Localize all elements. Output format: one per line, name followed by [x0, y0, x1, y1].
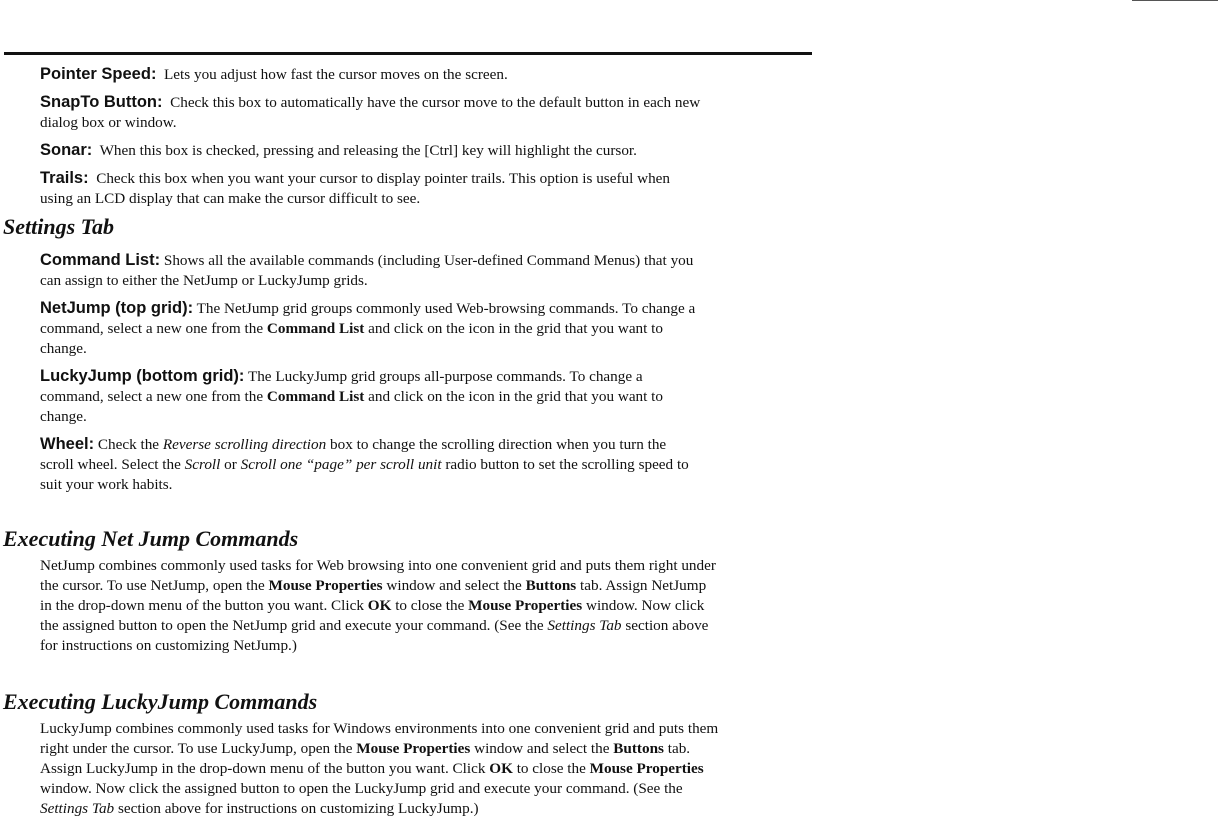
- wheel-item: [40, 434, 800, 495]
- option-text: and click on the icon in the grid that you want to: [364, 320, 663, 337]
- mouse-properties-ref: Mouse Properties: [356, 740, 471, 757]
- paragraph-text: section above for instructions on customizing LuckyJump.): [114, 800, 479, 817]
- command-list-ref: Command List: [266, 388, 365, 405]
- command-list-ref: Command List: [266, 320, 365, 337]
- option-text: command, select a new one from the: [40, 388, 267, 405]
- option-term: Command List:: [40, 251, 161, 269]
- paragraph-text: right under the cursor. To use LuckyJump, open the: [40, 740, 357, 757]
- option-text: radio button to set the scrolling speed to: [441, 456, 689, 473]
- netjump-grid-item: [40, 298, 800, 359]
- scroll-ref: Scroll: [184, 456, 221, 473]
- option-term: Sonar:: [40, 141, 93, 159]
- net-jump-paragraph: [40, 556, 800, 656]
- option-term: LuckyJump (bottom grid):: [40, 367, 245, 385]
- settings-tab-ref: Settings Tab: [547, 617, 622, 634]
- luckyjump-grid-item: [40, 366, 800, 427]
- paragraph-text: tab. Assign NetJump: [576, 577, 707, 594]
- buttons-ref: Buttons: [613, 740, 664, 757]
- scroll-page-ref: Scroll one “page” per scroll unit: [240, 456, 442, 473]
- command-list-item: [40, 250, 800, 291]
- paragraph-text: window. Now click the assigned button to open the LuckyJump grid and execute your command. (See the: [40, 780, 683, 797]
- ok-ref: OK: [367, 597, 392, 614]
- snapto-button-item: [40, 92, 800, 133]
- paragraph-text: in the drop-down menu of the button you want. Click: [40, 597, 368, 614]
- paragraph-text: LuckyJump combines commonly used tasks for Windows environments into one convenient grid and puts them: [40, 720, 719, 737]
- paragraph-text: the assigned button to open the NetJump grid and execute your command. (See the: [40, 617, 548, 634]
- paragraph-text: to close the: [391, 597, 469, 614]
- top-rule: [4, 52, 812, 55]
- option-text: The NetJump grid groups commonly used Web-browsing commands. To change a: [196, 300, 696, 317]
- mouse-properties-ref: Mouse Properties: [268, 577, 383, 594]
- option-text: scroll wheel. Select the: [40, 456, 185, 473]
- option-text: dialog box or window.: [40, 114, 177, 131]
- ok-ref: OK: [489, 760, 513, 777]
- option-text: Check this box to automatically have the cursor move to the default button in each new: [170, 94, 701, 111]
- option-text: and click on the icon in the grid that you want to: [364, 388, 663, 405]
- paragraph-text: window and select the: [470, 740, 614, 757]
- option-text: command, select a new one from the: [40, 320, 267, 337]
- paragraph-text: the cursor. To use NetJump, open the: [40, 577, 269, 594]
- net-jump-heading: Executing Net Jump Commands: [3, 526, 299, 551]
- option-text: using an LCD display that can make the cursor difficult to see.: [40, 190, 421, 207]
- buttons-ref: Buttons: [525, 577, 577, 594]
- paragraph-text: window. Now click: [582, 597, 705, 614]
- option-text: or: [220, 456, 241, 473]
- option-text: Check the: [97, 436, 163, 453]
- lucky-jump-heading: Executing LuckyJump Commands: [3, 689, 318, 714]
- mouse-properties-ref: Mouse Properties: [468, 597, 583, 614]
- paragraph-text: for instructions on customizing NetJump.): [40, 637, 297, 654]
- corner-scan-mark: [1132, 0, 1218, 1]
- option-term: Pointer Speed:: [40, 65, 157, 83]
- option-text: Shows all the available commands (including User-defined Command Menus) that you: [163, 252, 694, 269]
- reverse-scroll-ref: Reverse scrolling direction: [162, 436, 327, 453]
- paragraph-text: window and select the: [382, 577, 526, 594]
- option-text: When this box is checked, pressing and releasing the [Ctrl] key will highlight the cursor.: [99, 142, 637, 159]
- option-text: can assign to either the NetJump or LuckyJump grids.: [40, 272, 368, 289]
- settings-tab-heading: Settings Tab: [3, 214, 115, 239]
- pointer-speed-item: [40, 64, 800, 85]
- option-text: change.: [40, 408, 87, 425]
- paragraph-text: section above: [621, 617, 709, 634]
- paragraph-text: Assign LuckyJump in the drop-down menu of the button you want. Click: [40, 760, 490, 777]
- option-text: box to change the scrolling direction when you turn the: [326, 436, 667, 453]
- settings-tab-ref: Settings Tab: [40, 800, 115, 817]
- paragraph-text: to close the: [512, 760, 590, 777]
- paragraph-text: NetJump combines commonly used tasks for Web browsing into one convenient grid and puts them right under: [40, 557, 716, 574]
- option-text: Lets you adjust how fast the cursor moves on the screen.: [164, 66, 508, 83]
- sonar-item: [40, 140, 800, 161]
- option-term: NetJump (top grid):: [40, 299, 194, 317]
- paragraph-text: tab.: [663, 740, 691, 757]
- option-text: suit your work habits.: [40, 476, 173, 493]
- option-term: Trails:: [40, 169, 89, 187]
- trails-item: [40, 168, 800, 209]
- lucky-jump-paragraph: [40, 719, 800, 819]
- option-text: Check this box when you want your cursor to display pointer trails. This option is useful when: [96, 170, 671, 187]
- mouse-properties-ref: Mouse Properties: [589, 760, 704, 777]
- option-text: change.: [40, 340, 87, 357]
- option-text: The LuckyJump grid groups all-purpose commands. To change a: [247, 368, 643, 385]
- option-term: SnapTo Button:: [40, 93, 163, 111]
- option-term: Wheel:: [40, 435, 95, 453]
